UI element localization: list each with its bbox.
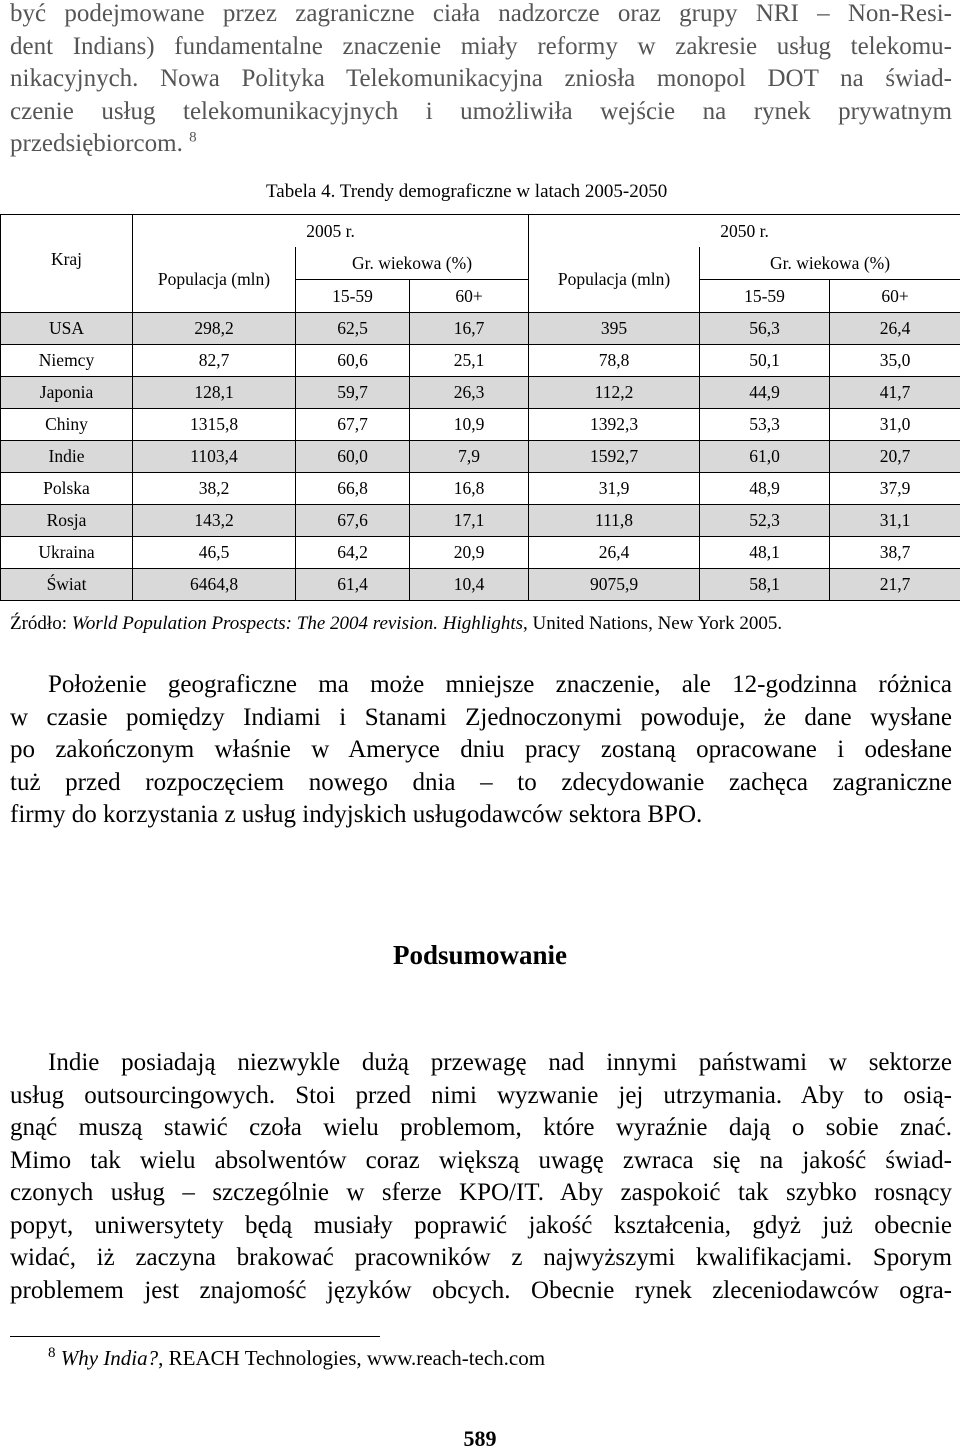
text-line: usług outsourcingowych. Stoi przed nimi wyzwanie jej utrzymania. Aby to osią- — [10, 1081, 952, 1109]
table-cell-value: 48,1 — [700, 537, 830, 569]
text-line: czenie usług telekomunikacyjnych i umożliwiła wejście na rynek prywatnym — [10, 97, 952, 125]
table-cell-value: 67,7 — [296, 409, 410, 441]
table-cell-value: 67,6 — [296, 505, 410, 537]
table-cell-value: 298,2 — [133, 313, 296, 345]
text-line: widać, iż zaczyna brakować pracowników z najwyższymi kwalifikacjami. Sporym — [10, 1244, 952, 1271]
table-cell-country: USA — [1, 313, 133, 345]
table-caption: Tabela 4. Trendy demograficzne w latach 2005-2050 — [266, 181, 668, 202]
text-line-last: firmy do korzystania z usług indyjskich usługodawców sektora BPO. — [10, 801, 703, 828]
table-cell-value: 59,7 — [296, 377, 410, 409]
source-title: World Population Prospects: The 2004 revision. Highlights — [71, 613, 523, 634]
text-line-last — [10, 128, 952, 161]
table-row — [1, 473, 960, 505]
table-cell-value: 16,7 — [410, 313, 529, 345]
table-cell-value: 1592,7 — [529, 441, 700, 473]
table-cell-country: Chiny — [1, 409, 133, 441]
table-cell-value: 26,4 — [529, 537, 700, 569]
header-age-60-2050: 60+ — [830, 280, 960, 313]
table-cell-value: 60,6 — [296, 345, 410, 377]
paragraph-summary — [10, 1047, 952, 1307]
header-population-2005: Populacja (mln) — [133, 247, 296, 313]
table-cell-value: 1392,3 — [529, 409, 700, 441]
table-cell-value: 56,3 — [700, 313, 830, 345]
table-cell-value: 10,9 — [410, 409, 529, 441]
table-cell-value: 31,0 — [830, 409, 960, 441]
table-cell-value: 38,2 — [133, 473, 296, 505]
table-cell-value: 21,7 — [830, 569, 960, 601]
header-population-2050: Populacja (mln) — [529, 247, 700, 313]
text-line: nikacyjnych. Nowa Polityka Telekomunikacyjna zniosła monopol DOT na świad- — [10, 65, 952, 92]
table-cell-value: 35,0 — [830, 345, 960, 377]
text-line: Położenie geograficzne ma może mniejsze znaczenie, ale 12-godzinna różnica — [48, 671, 952, 698]
text-fragment: przedsiębiorcom. — [10, 130, 183, 157]
table-cell-country: Świat — [1, 569, 133, 601]
table-cell-value: 26,4 — [830, 313, 960, 345]
table-cell-value: 58,1 — [700, 569, 830, 601]
demographic-table — [0, 214, 960, 601]
table-cell-value: 66,8 — [296, 473, 410, 505]
table-cell-value: 61,0 — [700, 441, 830, 473]
text-line: tuż przed rozpoczęciem nowego dnia – to zdecydowanie zachęca zagraniczne — [10, 768, 952, 796]
table-cell-value: 20,7 — [830, 441, 960, 473]
table-cell-value: 112,2 — [529, 377, 700, 409]
table-cell-value: 16,8 — [410, 473, 529, 505]
table-cell-value: 17,1 — [410, 505, 529, 537]
source-label: Źródło: — [10, 613, 67, 634]
page-number: 589 — [463, 1426, 497, 1451]
text-line: czonych usług – szczególnie w sferze KPO/IT. Aby zaspokoić tak szybko rosnący — [10, 1179, 952, 1206]
header-year-2050: 2050 r. — [529, 215, 960, 248]
table-cell-country: Rosja — [1, 505, 133, 537]
paragraph-geography — [10, 669, 952, 832]
table-cell-value: 143,2 — [133, 505, 296, 537]
paragraph-intro — [10, 0, 952, 161]
text-line: Mimo tak wielu absolwentów coraz większą uwagę zwraca się na jakość świad- — [10, 1146, 952, 1174]
source-rest: , United Nations, New York 2005. — [523, 613, 783, 634]
footnote-divider — [10, 1336, 380, 1337]
footnote-rest[interactable]: , REACH Technologies, www.reach-tech.com — [158, 1346, 546, 1370]
table-cell-value: 61,4 — [296, 569, 410, 601]
table-row — [1, 537, 960, 569]
table-row — [1, 441, 960, 473]
table-cell-country: Indie — [1, 441, 133, 473]
table-cell-value: 78,8 — [529, 345, 700, 377]
table-cell-value: 41,7 — [830, 377, 960, 409]
text-line: Indie posiadają niezwykle dużą przewagę nad innymi państwami w sektorze — [48, 1049, 952, 1076]
footnote-number: 8 — [48, 1345, 56, 1361]
table-row — [1, 313, 960, 345]
table-cell-value: 52,3 — [700, 505, 830, 537]
footnote-reference[interactable]: 8 — [189, 129, 197, 146]
table-cell-value: 20,9 — [410, 537, 529, 569]
text-line: być podejmowane przez zagraniczne ciała nadzorcze oraz grupy NRI – Non-Resi- — [10, 0, 952, 27]
table-cell-value: 50,1 — [700, 345, 830, 377]
table-row — [1, 345, 960, 377]
text-line: w czasie pomiędzy Indiami i Stanami Zjednoczonymi powoduje, że dane wysłane — [10, 703, 952, 731]
footnote — [48, 1346, 545, 1371]
table-cell-value: 128,1 — [133, 377, 296, 409]
table-cell-country: Ukraina — [1, 537, 133, 569]
table-cell-value: 26,3 — [410, 377, 529, 409]
header-country: Kraj — [1, 215, 133, 313]
text-line: po zakończonym właśnie w Ameryce dniu pracy zostaną opracowane i odesłane — [10, 736, 952, 763]
table-cell-value: 111,8 — [529, 505, 700, 537]
table-cell-value: 60,0 — [296, 441, 410, 473]
text-line: popyt, uniwersytety będą musiały poprawić jakość kształcenia, gdyż już obecnie — [10, 1211, 952, 1239]
table-row — [1, 505, 960, 537]
table-cell-value: 25,1 — [410, 345, 529, 377]
table-cell-country: Niemcy — [1, 345, 133, 377]
table-cell-value: 38,7 — [830, 537, 960, 569]
table-cell-value: 1103,4 — [133, 441, 296, 473]
header-age-group-2005: Gr. wiekowa (%) — [296, 247, 529, 280]
text-line: gnąć muszą stawić czoła wielu problemom, które wyraźnie dają o sobie znać. — [10, 1114, 952, 1141]
table-cell-value: 37,9 — [830, 473, 960, 505]
table-cell-value: 395 — [529, 313, 700, 345]
table-cell-country: Japonia — [1, 377, 133, 409]
header-year-2005: 2005 r. — [133, 215, 529, 248]
table-cell-value: 10,4 — [410, 569, 529, 601]
table-row — [1, 569, 960, 601]
table-cell-value: 1315,8 — [133, 409, 296, 441]
table-row — [1, 377, 960, 409]
table-cell-value: 6464,8 — [133, 569, 296, 601]
section-heading: Podsumowanie — [392, 940, 568, 970]
header-age-15-59-2050: 15-59 — [700, 280, 830, 313]
text-line: problemem jest znajomość języków obcych. Obecnie rynek zleceniodawców ogra- — [10, 1276, 952, 1304]
header-age-60-2005: 60+ — [410, 280, 529, 313]
table-row — [1, 409, 960, 441]
table-cell-value: 31,1 — [830, 505, 960, 537]
table-cell-value: 82,7 — [133, 345, 296, 377]
table-cell-value: 46,5 — [133, 537, 296, 569]
table-cell-value: 31,9 — [529, 473, 700, 505]
table-cell-value: 62,5 — [296, 313, 410, 345]
table-cell-value: 44,9 — [700, 377, 830, 409]
text-line: dent Indians) fundamentalne znaczenie miały reformy w zakresie usług telekomu- — [10, 32, 952, 60]
table-cell-value: 48,9 — [700, 473, 830, 505]
table-cell-value: 53,3 — [700, 409, 830, 441]
table-cell-value: 7,9 — [410, 441, 529, 473]
table-cell-value: 9075,9 — [529, 569, 700, 601]
footnote-title: Why India? — [60, 1346, 159, 1370]
table-source — [10, 613, 782, 635]
header-age-group-2050: Gr. wiekowa (%) — [700, 247, 960, 280]
table-cell-country: Polska — [1, 473, 133, 505]
header-age-15-59-2005: 15-59 — [296, 280, 410, 313]
table-cell-value: 64,2 — [296, 537, 410, 569]
table-body — [1, 313, 960, 601]
